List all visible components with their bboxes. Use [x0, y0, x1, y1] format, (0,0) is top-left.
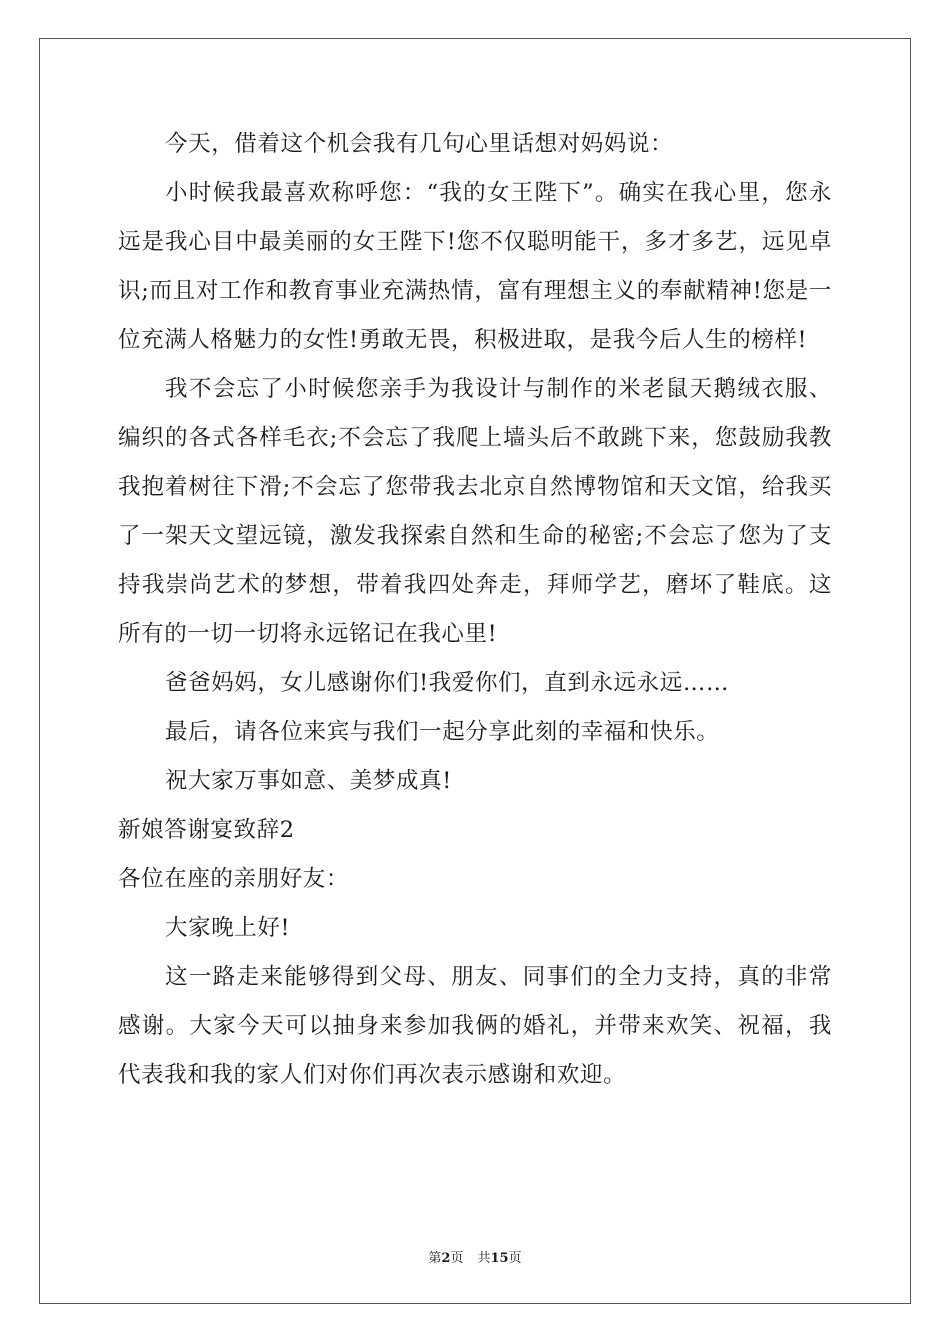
total-page-number: 15: [490, 1251, 509, 1266]
paragraph: 爸爸妈妈，女儿感谢你们!我爱你们，直到永远永远……: [165, 670, 730, 696]
section-heading: 新娘答谢宴致辞2: [118, 817, 295, 843]
document-body: [118, 120, 832, 1100]
page-footer: [0, 1247, 950, 1266]
total-unit: 页: [508, 1251, 522, 1266]
paragraph: 今天，借着这个机会我有几句心里话想对妈妈说：: [165, 131, 674, 157]
paragraph: 我不会忘了小时候您亲手为我设计与制作的米老鼠天鹅绒衣服、编织的各式各样毛衣;不会忘了我爬上墙头后不敢跳下来，您鼓励我教我抱着树往下滑;不会忘了您带我去北京自然博物馆和天文馆，给我买了一架天文望远镜，激发我探索自然和生命的秘密;不会忘了您为了支持我崇尚艺术的梦想，带着我四处奔走，拜师学艺，磨坏了鞋底。这所有的一切一切将永远铭记在我心里!: [118, 376, 832, 647]
paragraph: 这一路走来能够得到父母、朋友、同事们的全力支持，真的非常感谢。大家今天可以抽身来参加我俩的婚礼，并带来欢笑、祝福，我代表我和我的家人们对你们再次表示感谢和欢迎。: [118, 964, 832, 1088]
salutation: 各位在座的亲朋好友：: [118, 866, 350, 892]
paragraph: 祝大家万事如意、美梦成真!: [165, 768, 452, 794]
paragraph: 大家晚上好!: [165, 915, 291, 941]
paragraph: 最后，请各位来宾与我们一起分享此刻的幸福和快乐。: [165, 719, 720, 745]
page-prefix: 第: [428, 1251, 442, 1266]
paragraph: 小时候我最喜欢称呼您：“我的女王陛下”。确实在我心里，您永远是我心目中最美丽的女王陛下!您不仅聪明能干，多才多艺，远见卓识;而且对工作和教育事业充满热情，富有理想主义的奉献精神!您是一位充满人格魅力的女性!勇敢无畏，积极进取，是我今后人生的榜样!: [118, 180, 832, 353]
current-page-number: 2: [441, 1251, 451, 1266]
total-prefix: 共: [477, 1251, 491, 1266]
page-unit: 页: [450, 1251, 464, 1266]
